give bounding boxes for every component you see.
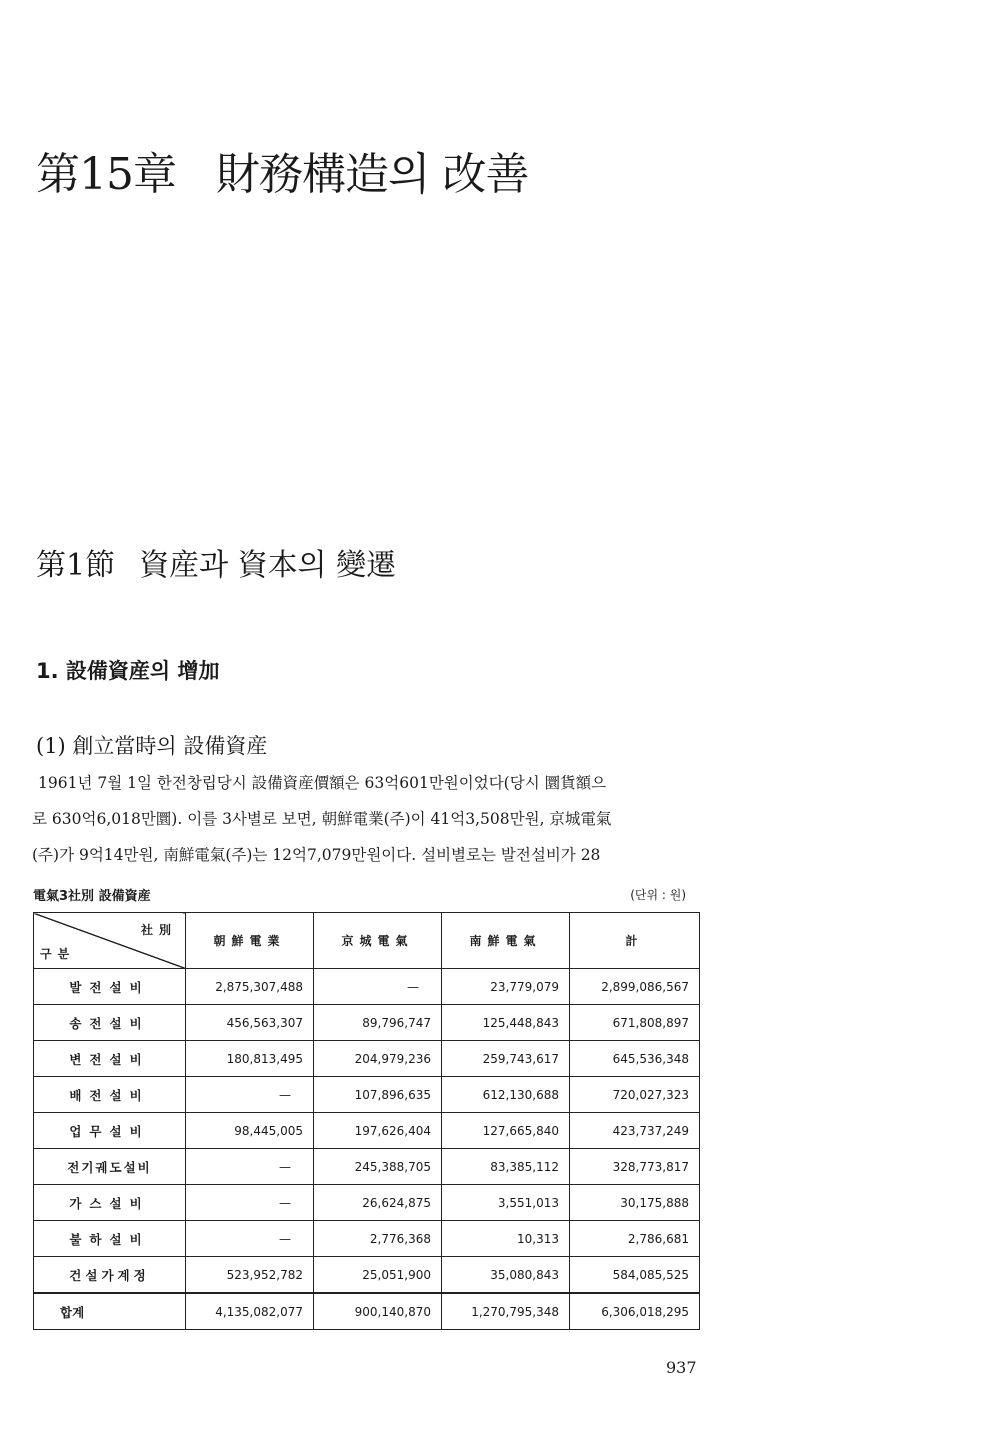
table-header-row xyxy=(34,913,700,969)
table-cell: 245,388,705 xyxy=(314,1149,442,1185)
subsection-title: 1. 設備資産의 增加 xyxy=(36,659,220,683)
table-cell: 645,536,348 xyxy=(570,1041,700,1077)
table-row xyxy=(34,1005,700,1041)
table-row xyxy=(34,1257,700,1294)
table-cell: 720,027,323 xyxy=(570,1077,700,1113)
table-cell: 423,737,249 xyxy=(570,1113,700,1149)
column-header: 南鮮電氣 xyxy=(442,913,570,969)
body-line: 로 630억6,018만圜). 이를 3사별로 보면, 朝鮮電業(주)이 41억3,508만원, 京城電氣 xyxy=(32,810,612,828)
body-paragraph xyxy=(32,765,700,873)
assets-table xyxy=(33,912,700,1330)
table-cell: 197,626,404 xyxy=(314,1113,442,1149)
table-caption: 電氣3社別 設備資産 xyxy=(33,889,151,904)
header-corner-cell xyxy=(34,913,186,969)
section-number: 第1節 xyxy=(36,548,116,583)
table-cell: 125,448,843 xyxy=(442,1005,570,1041)
chapter-number: 第15章 xyxy=(36,149,176,200)
table-cell: 2,786,681 xyxy=(570,1221,700,1257)
row-category: 발전설비 xyxy=(34,969,186,1005)
total-label: 합계 xyxy=(34,1293,186,1330)
table-row xyxy=(34,1041,700,1077)
table-cell: 204,979,236 xyxy=(314,1041,442,1077)
table-cell: — xyxy=(186,1221,314,1257)
table-cell: — xyxy=(186,1185,314,1221)
table-cell: 107,896,635 xyxy=(314,1077,442,1113)
table-cell: 98,445,005 xyxy=(186,1113,314,1149)
section-name: 資産과 資本의 變遷 xyxy=(139,548,397,583)
table-cell: 35,080,843 xyxy=(442,1257,570,1294)
subsubsection-title: (1) 創立當時의 設備資産 xyxy=(36,734,268,758)
body-line: (주)가 9억14만원, 南鮮電氣(주)는 12억7,079만원이다. 설비별로는 발전설비가 28 xyxy=(32,846,601,864)
page-number: 937 xyxy=(666,1358,697,1377)
table-cell: 4,135,082,077 xyxy=(186,1293,314,1330)
chapter-name: 財務構造의 改善 xyxy=(216,149,529,200)
column-header: 計 xyxy=(570,913,700,969)
table-cell: 89,796,747 xyxy=(314,1005,442,1041)
table-cell: — xyxy=(314,969,442,1005)
row-category: 전기궤도설비 xyxy=(34,1149,186,1185)
column-header: 京城電氣 xyxy=(314,913,442,969)
table-cell: 523,952,782 xyxy=(186,1257,314,1294)
table-cell: 26,624,875 xyxy=(314,1185,442,1221)
table-row xyxy=(34,969,700,1005)
header-corner-category: 구분 xyxy=(40,947,76,961)
table-cell: 671,808,897 xyxy=(570,1005,700,1041)
table-row xyxy=(34,1113,700,1149)
row-category: 업무설비 xyxy=(34,1113,186,1149)
table-cell: 2,899,086,567 xyxy=(570,969,700,1005)
table-cell: 259,743,617 xyxy=(442,1041,570,1077)
table-cell: 2,875,307,488 xyxy=(186,969,314,1005)
table-cell: — xyxy=(186,1077,314,1113)
table-row xyxy=(34,1185,700,1221)
table-row xyxy=(34,1149,700,1185)
table-cell: 6,306,018,295 xyxy=(570,1293,700,1330)
table-cell: 612,130,688 xyxy=(442,1077,570,1113)
section-title xyxy=(36,540,396,584)
table-row xyxy=(34,1221,700,1257)
row-category: 불하설비 xyxy=(34,1221,186,1257)
table-cell: — xyxy=(186,1149,314,1185)
table-cell: 456,563,307 xyxy=(186,1005,314,1041)
row-category: 변전설비 xyxy=(34,1041,186,1077)
table-cell: 10,313 xyxy=(442,1221,570,1257)
table-cell: 83,385,112 xyxy=(442,1149,570,1185)
table-cell: 25,051,900 xyxy=(314,1257,442,1294)
table-row xyxy=(34,1077,700,1113)
chapter-title xyxy=(36,138,529,202)
table-cell: 3,551,013 xyxy=(442,1185,570,1221)
table-cell: 2,776,368 xyxy=(314,1221,442,1257)
row-category: 가스설비 xyxy=(34,1185,186,1221)
table-total-row xyxy=(34,1293,700,1330)
table-unit: (단위 : 원) xyxy=(630,888,686,902)
row-category: 배전설비 xyxy=(34,1077,186,1113)
table-cell: 584,085,525 xyxy=(570,1257,700,1294)
body-line: 1961년 7월 1일 한전창립당시 設備資産價額은 63억601만원이었다(당시 圜貨額으 xyxy=(38,774,607,792)
header-corner-company: 社別 xyxy=(140,923,177,937)
table-cell: 23,779,079 xyxy=(442,969,570,1005)
row-category: 송전설비 xyxy=(34,1005,186,1041)
column-header: 朝鮮電業 xyxy=(186,913,314,969)
table-cell: 180,813,495 xyxy=(186,1041,314,1077)
table-cell: 127,665,840 xyxy=(442,1113,570,1149)
table-cell: 1,270,795,348 xyxy=(442,1293,570,1330)
table-cell: 328,773,817 xyxy=(570,1149,700,1185)
table-cell: 900,140,870 xyxy=(314,1293,442,1330)
table-cell: 30,175,888 xyxy=(570,1185,700,1221)
row-category: 건설가계정 xyxy=(34,1257,186,1294)
